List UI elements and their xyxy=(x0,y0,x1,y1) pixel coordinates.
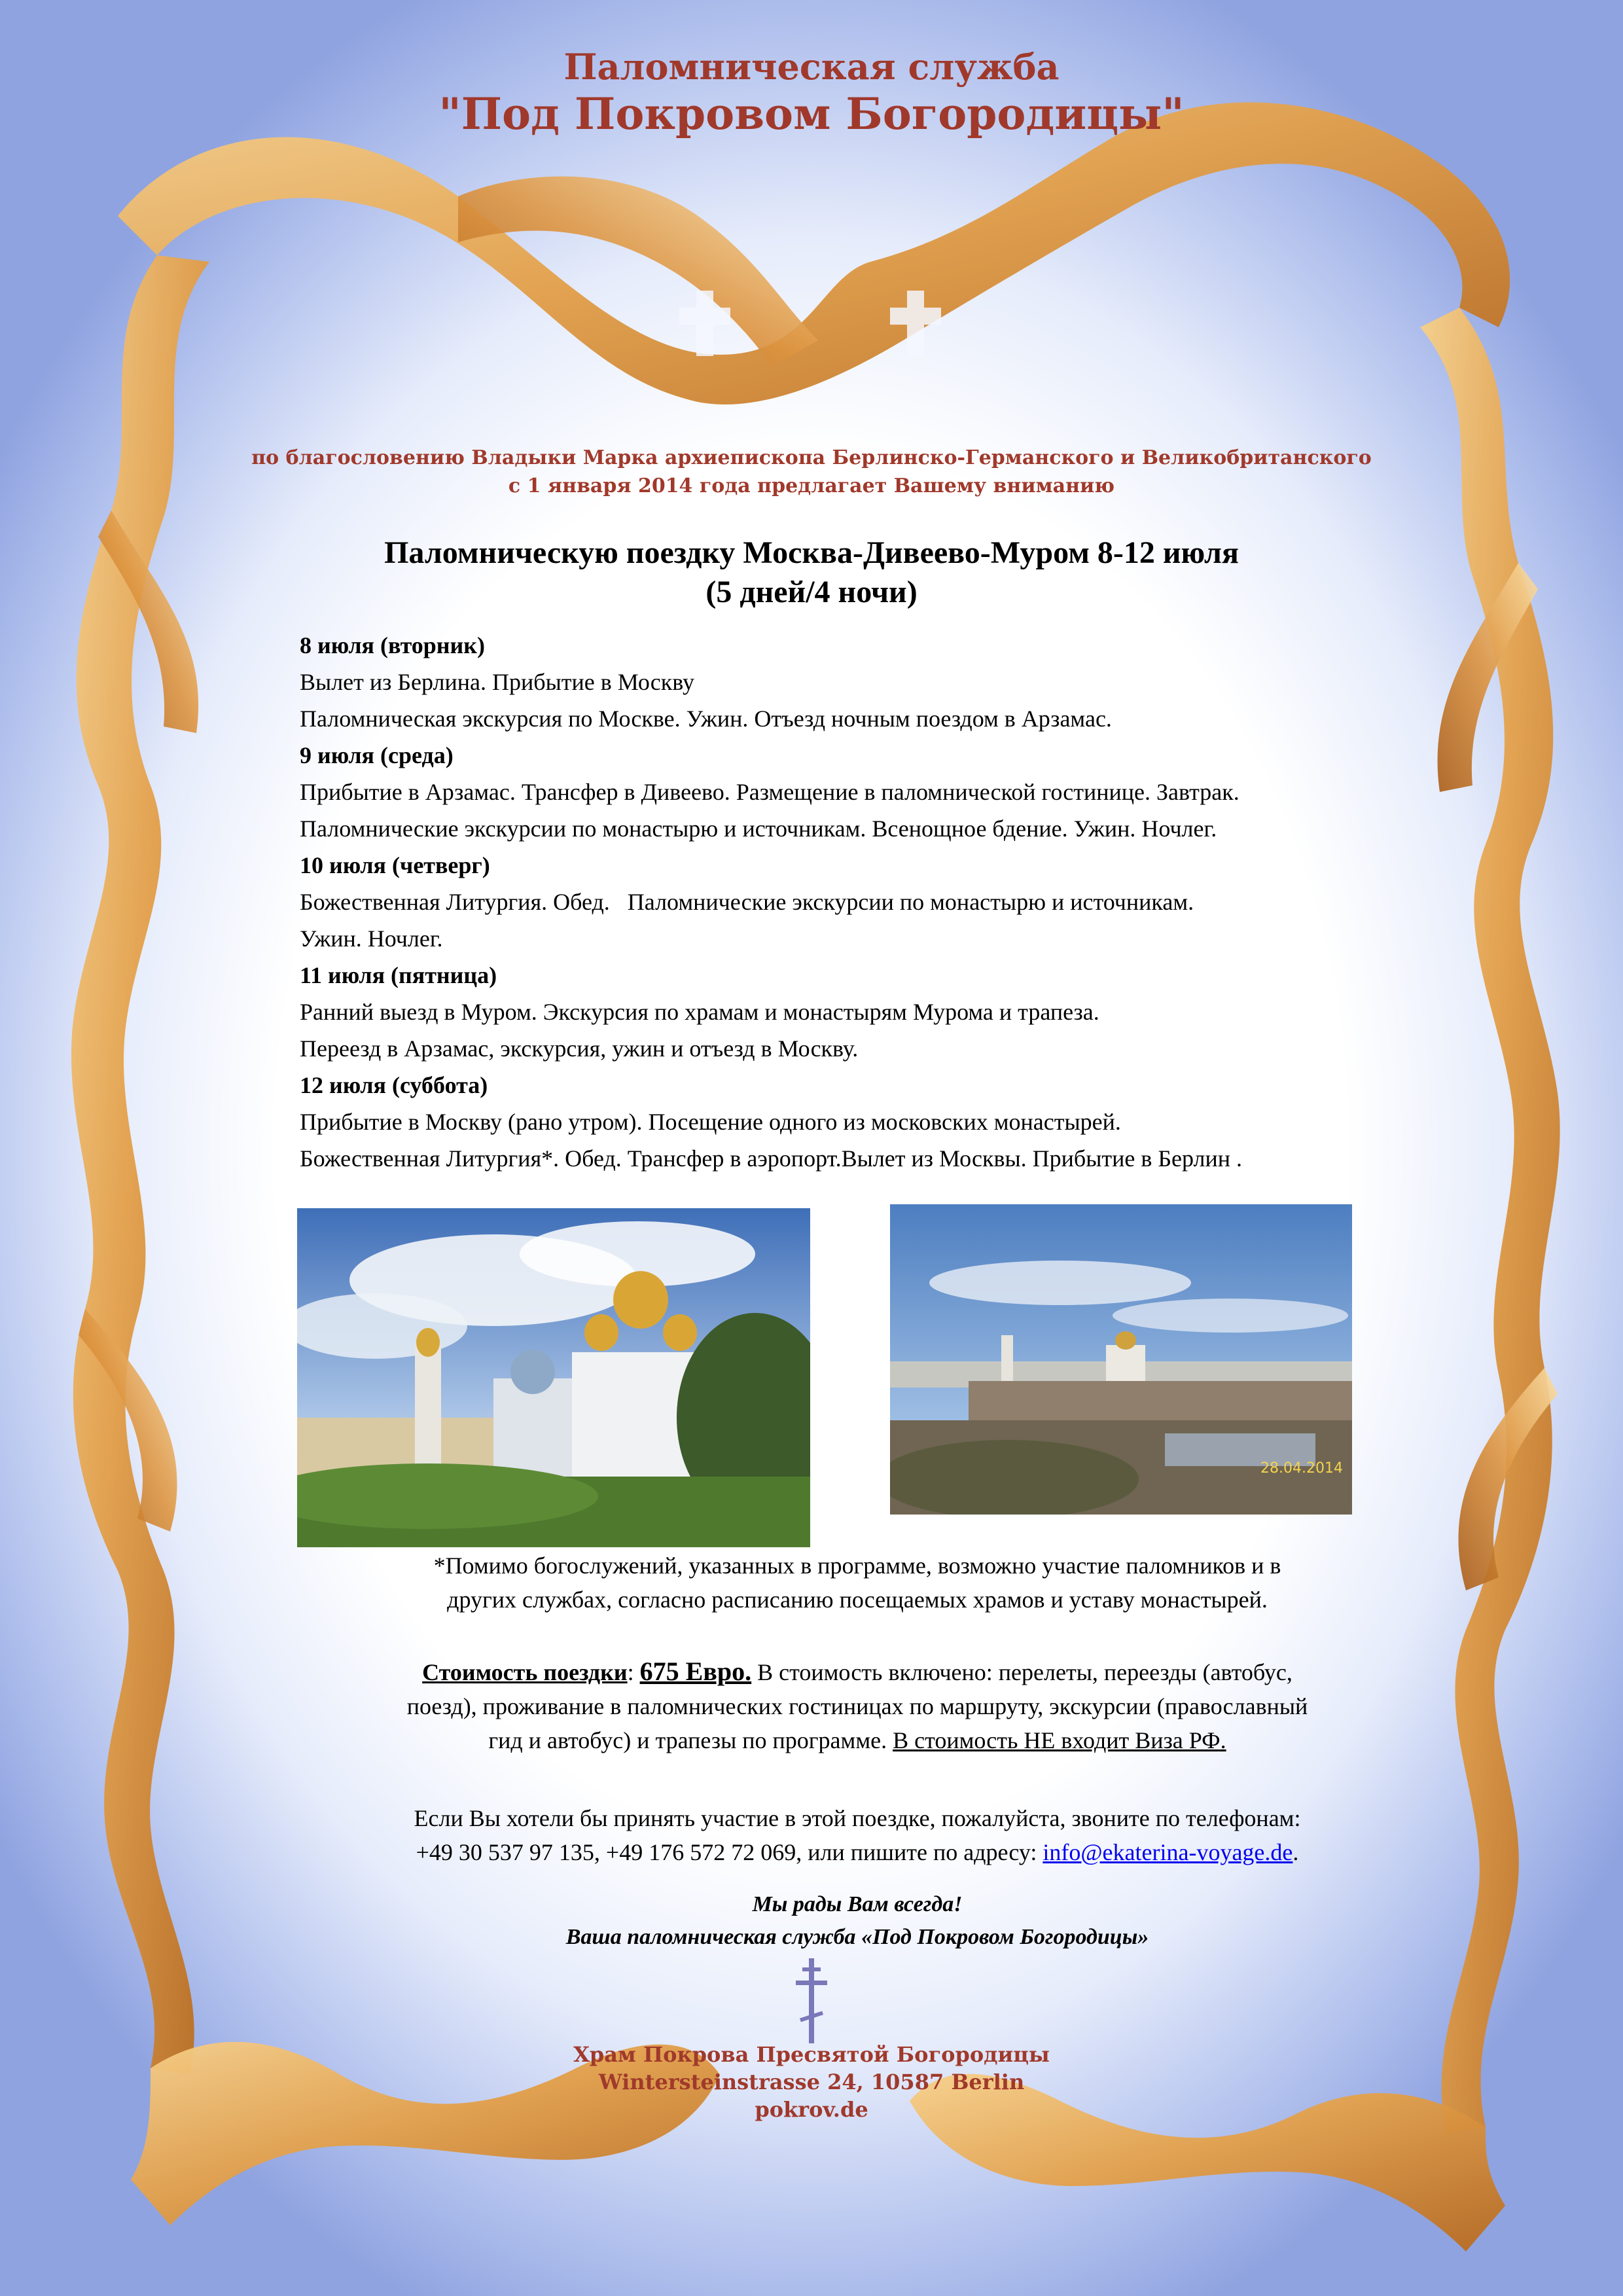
schedule-day-heading: 8 июля (вторник) xyxy=(300,632,486,658)
schedule-day-heading: 10 июля (четверг) xyxy=(300,852,490,878)
trip-schedule xyxy=(300,627,1425,1177)
note-line-2: других службах, согласно расписанию посещаемых храмов и уставу монастырей. xyxy=(447,1587,1268,1613)
header-service-title: "Под Покровом Богородицы" xyxy=(438,88,1185,139)
cost-included-1: В стоимость включено: перелеты, переезды (автобус, xyxy=(751,1659,1293,1685)
schedule-line: Паломнические экскурсии по монастырю и источникам. Всенощное бдение. Ужин. Ночлег. xyxy=(300,816,1217,842)
photo-diveevo-cathedral xyxy=(297,1208,810,1547)
header-service-name: Паломническая служба xyxy=(563,46,1060,88)
schedule-line: Ранний выезд в Муром. Экскурсия по храмам и монастырям Мурома и трапеза. xyxy=(300,999,1099,1025)
services-note xyxy=(275,1549,1440,1617)
schedule-day-heading: 11 июля (пятница) xyxy=(300,962,497,988)
schedule-line: Прибытие в Арзамас. Трансфер в Дивеево. Размещение в паломнической гостинице. Завтрак. xyxy=(300,779,1240,805)
trip-title xyxy=(0,533,1623,612)
contact-end: . xyxy=(1293,1839,1299,1865)
signature xyxy=(275,1888,1440,1954)
email-link[interactable]: info@ekaterina-voyage.de xyxy=(1043,1839,1293,1865)
orthodox-cross-icon xyxy=(792,1958,831,2043)
schedule-line: Божественная Литургия*. Обед. Трансфер в аэропорт.Вылет из Москвы. Прибытие в Берлин . xyxy=(300,1145,1243,1172)
contact-phones: +49 30 537 97 135, +49 176 572 72 069, или пишите по адресу: xyxy=(416,1839,1043,1865)
schedule-line: Прибытие в Москву (рано утром). Посещение одного из московских монастырей. xyxy=(300,1109,1121,1135)
contact-section xyxy=(275,1801,1440,1869)
blessing-line-2: с 1 января 2014 года предлагает Вашему вниманию xyxy=(508,475,1115,497)
footer-address: Wintersteinstrasse 24, 10587 Berlin xyxy=(598,2070,1025,2094)
photo-date-stamp: 28.04.2014 xyxy=(1260,1460,1343,1477)
cost-label: Стоимость поездки xyxy=(422,1659,628,1685)
cost-section xyxy=(275,1655,1440,1757)
cost-colon: : xyxy=(627,1659,640,1685)
schedule-day-heading: 9 июля (среда) xyxy=(300,742,454,768)
blessing-line-1: по благословению Владыки Марка архиепископа Берлинско-Германского и Великобританского xyxy=(251,446,1372,469)
photo-diveevo-panorama xyxy=(890,1204,1352,1515)
footer-website: pokrov.de xyxy=(755,2097,868,2122)
schedule-line: Вылет из Берлина. Прибытие в Москву xyxy=(300,669,694,695)
schedule-line: Паломническая экскурсия по Москве. Ужин. Отъезд ночным поездом в Арзамас. xyxy=(300,706,1112,732)
contact-line-1: Если Вы хотели бы принять участие в этой поездке, пожалуйста, звоните по телефонам: xyxy=(414,1805,1301,1831)
schedule-line: Божественная Литургия. Обед. Паломнические экскурсии по монастырю и источникам. xyxy=(300,889,1194,915)
cost-price: 675 Евро. xyxy=(639,1657,752,1686)
cost-visa-note: В стоимость НЕ входит Виза РФ. xyxy=(893,1727,1226,1753)
footer-church-name: Храм Покрова Пресвятой Богородицы xyxy=(573,2042,1050,2067)
signature-line-2: Ваша паломническая служба «Под Покровом Богородицы» xyxy=(565,1925,1149,1949)
trip-title-line-2: (5 дней/4 ночи) xyxy=(705,575,918,609)
note-line-1: *Помимо богослужений, указанных в программе, возможно участие паломников и в xyxy=(433,1552,1281,1579)
trip-title-line-1: Паломническую поездку Москва-Дивеево-Муром 8-12 июля xyxy=(384,535,1239,570)
cost-included-3: гид и автобус) и трапезы по программе. xyxy=(488,1727,893,1753)
schedule-line: Переезд в Арзамас, экскурсия, ужин и отъезд в Москву. xyxy=(300,1035,859,1062)
schedule-day-heading: 12 июля (суббота) xyxy=(300,1072,488,1098)
cost-included-2: поезд), проживание в паломнических гостиницах по маршруту, экскурсии (православный xyxy=(406,1693,1308,1719)
signature-line-1: Мы рады Вам всегда! xyxy=(752,1892,963,1916)
schedule-line: Ужин. Ночлег. xyxy=(300,925,443,952)
